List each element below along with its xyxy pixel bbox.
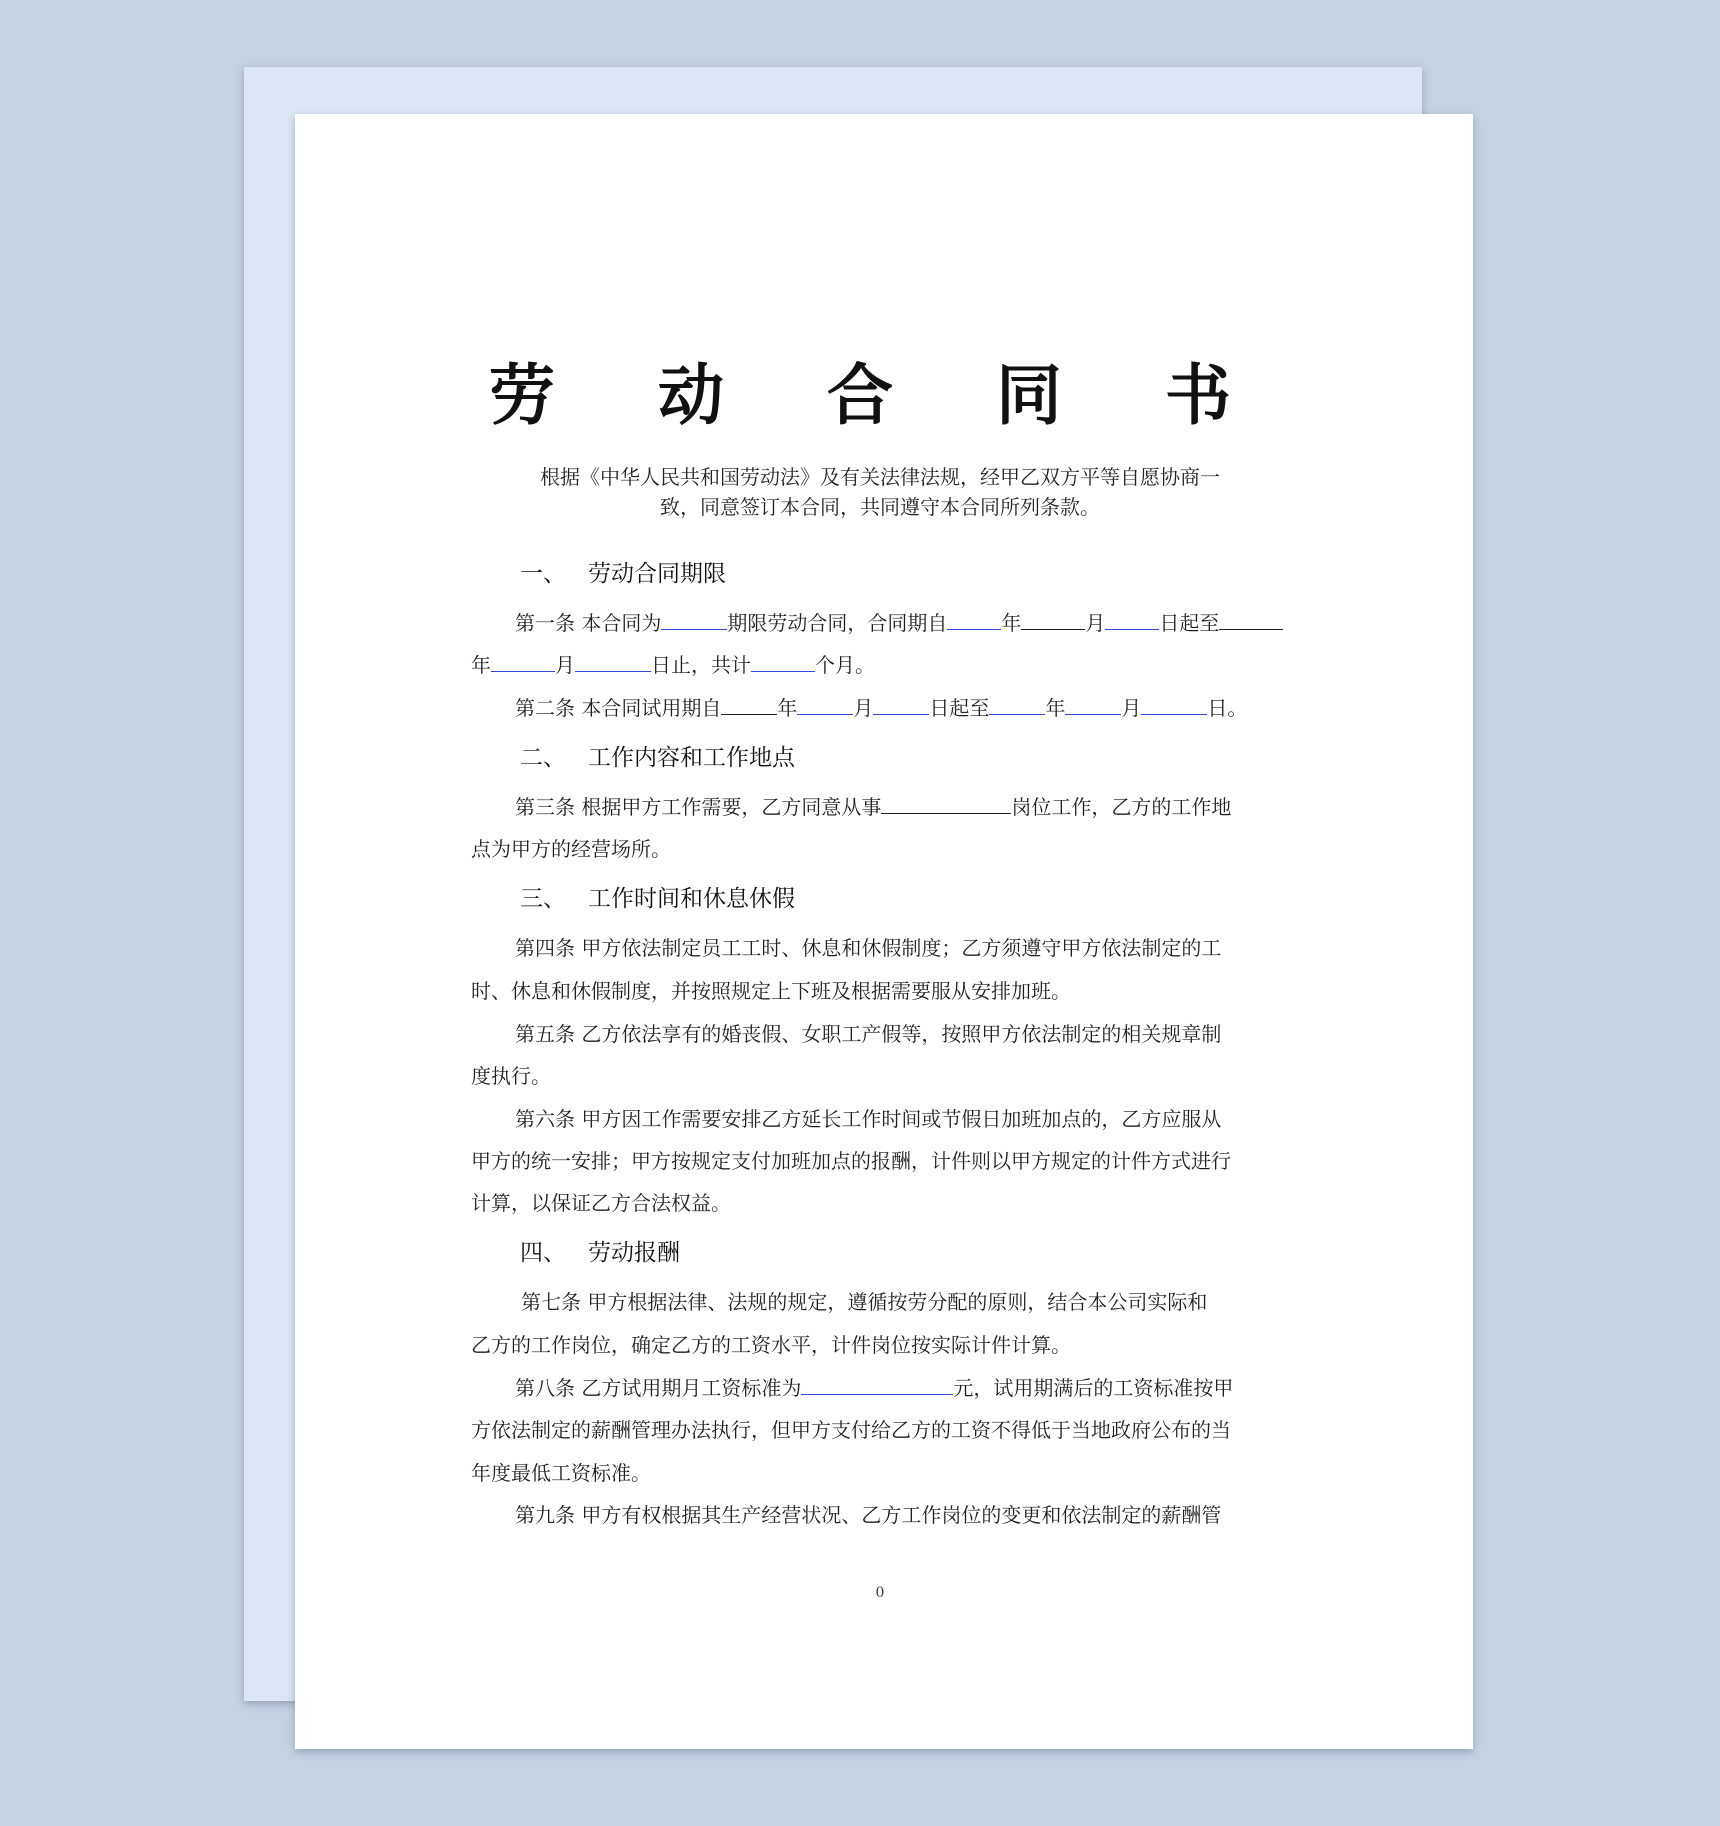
article-text: 日起至 bbox=[1159, 611, 1220, 635]
article-text: 月 bbox=[1121, 696, 1142, 720]
section-title: 劳动报酬 bbox=[588, 1240, 680, 1266]
blank-field[interactable] bbox=[491, 651, 555, 672]
article-text: 第二条 本合同试用期自 bbox=[515, 696, 722, 720]
intro-line-1: 根据《中华人民共和国劳动法》及有关法律法规，经甲乙双方平等自愿协商一 bbox=[540, 465, 1220, 489]
article-9-line-1: 第九条 甲方有权根据其生产经营状况、乙方工作岗位的变更和依法制定的薪酬管 bbox=[515, 1503, 1222, 1527]
blank-field[interactable] bbox=[989, 694, 1045, 715]
article-8-line-1 bbox=[515, 1374, 1233, 1402]
article-6-line-2: 甲方的统一安排；甲方按规定支付加班加点的报酬，计件则以甲方规定的计件方式进行 bbox=[471, 1149, 1231, 1173]
article-1-line-2 bbox=[471, 651, 875, 679]
blank-field[interactable] bbox=[661, 609, 727, 630]
article-text: 年 bbox=[777, 696, 798, 720]
article-text: 期限劳动合同，合同期自 bbox=[727, 611, 948, 635]
blank-field[interactable] bbox=[1021, 609, 1085, 630]
intro-paragraph bbox=[470, 462, 1290, 522]
blank-field[interactable] bbox=[873, 694, 929, 715]
blank-field[interactable] bbox=[801, 1374, 953, 1395]
blank-field[interactable] bbox=[881, 793, 1011, 814]
intro-line-2: 致，同意签订本合同，共同遵守本合同所列条款。 bbox=[660, 495, 1100, 519]
blank-field[interactable] bbox=[1105, 609, 1159, 630]
article-7-line-1: 第七条 甲方根据法律、法规的规定，遵循按劳分配的原则，结合本公司实际和 bbox=[521, 1290, 1208, 1314]
section-heading-4 bbox=[520, 1237, 680, 1269]
article-4-line-2: 时、休息和休假制度，并按照规定上下班及根据需要服从安排加班。 bbox=[471, 979, 1071, 1003]
article-6-line-3: 计算，以保证乙方合法权益。 bbox=[471, 1191, 731, 1215]
article-text: 第三条 根据甲方工作需要，乙方同意从事 bbox=[515, 795, 882, 819]
document-title: 劳 动 合 同 书 bbox=[489, 357, 1271, 434]
article-text: 年 bbox=[471, 653, 491, 677]
section-title: 工作时间和休息休假 bbox=[588, 886, 795, 912]
section-number: 三、 bbox=[520, 886, 566, 912]
article-text: 月 bbox=[555, 653, 575, 677]
blank-field[interactable] bbox=[1219, 609, 1283, 630]
page-number: 0 bbox=[875, 1585, 885, 1601]
article-text: 日起至 bbox=[929, 696, 990, 720]
section-title: 工作内容和工作地点 bbox=[588, 745, 795, 771]
article-8-line-3: 年度最低工资标准。 bbox=[471, 1461, 651, 1485]
blank-field[interactable] bbox=[1065, 694, 1121, 715]
article-5-line-2: 度执行。 bbox=[471, 1064, 551, 1088]
article-text: 年 bbox=[1045, 696, 1066, 720]
article-text: 岗位工作，乙方的工作地 bbox=[1011, 795, 1232, 819]
section-heading-3 bbox=[520, 883, 795, 915]
section-title: 劳动合同期限 bbox=[588, 561, 726, 587]
section-heading-1 bbox=[520, 558, 726, 590]
blank-field[interactable] bbox=[1141, 694, 1207, 715]
article-text: 第一条 本合同为 bbox=[515, 611, 662, 635]
article-text: 日。 bbox=[1207, 696, 1248, 720]
article-2 bbox=[515, 694, 1247, 722]
article-7-line-2: 乙方的工作岗位，确定乙方的工资水平，计件岗位按实际计件计算。 bbox=[471, 1333, 1071, 1357]
article-6-line-1: 第六条 甲方因工作需要安排乙方延长工作时间或节假日加班加点的，乙方应服从 bbox=[515, 1107, 1222, 1131]
article-3-line-2: 点为甲方的经营场所。 bbox=[471, 837, 671, 861]
article-4-line-1: 第四条 甲方依法制定员工工时、休息和休假制度；乙方须遵守甲方依法制定的工 bbox=[515, 936, 1222, 960]
blank-field[interactable] bbox=[751, 651, 815, 672]
article-3-line-1 bbox=[515, 793, 1231, 821]
article-1-line-1 bbox=[515, 609, 1283, 637]
article-text: 第八条 乙方试用期月工资标准为 bbox=[515, 1376, 802, 1400]
article-8-line-2: 方依法制定的薪酬管理办法执行，但甲方支付给乙方的工资不得低于当地政府公布的当 bbox=[471, 1418, 1231, 1442]
article-text: 个月。 bbox=[815, 653, 875, 677]
article-text: 日止，共计 bbox=[651, 653, 751, 677]
blank-field[interactable] bbox=[721, 694, 777, 715]
article-text: 年 bbox=[1001, 611, 1022, 635]
blank-field[interactable] bbox=[947, 609, 1001, 630]
section-heading-2 bbox=[520, 742, 795, 774]
article-text: 月 bbox=[1085, 611, 1106, 635]
section-number: 二、 bbox=[520, 745, 566, 771]
section-number: 四、 bbox=[520, 1240, 566, 1266]
article-text: 月 bbox=[853, 696, 874, 720]
blank-field[interactable] bbox=[797, 694, 853, 715]
blank-field[interactable] bbox=[575, 651, 651, 672]
article-text: 元，试用期满后的工资标准按甲 bbox=[953, 1376, 1234, 1400]
article-5-line-1: 第五条 乙方依法享有的婚丧假、女职工产假等，按照甲方依法制定的相关规章制 bbox=[515, 1022, 1222, 1046]
section-number: 一、 bbox=[520, 561, 566, 587]
